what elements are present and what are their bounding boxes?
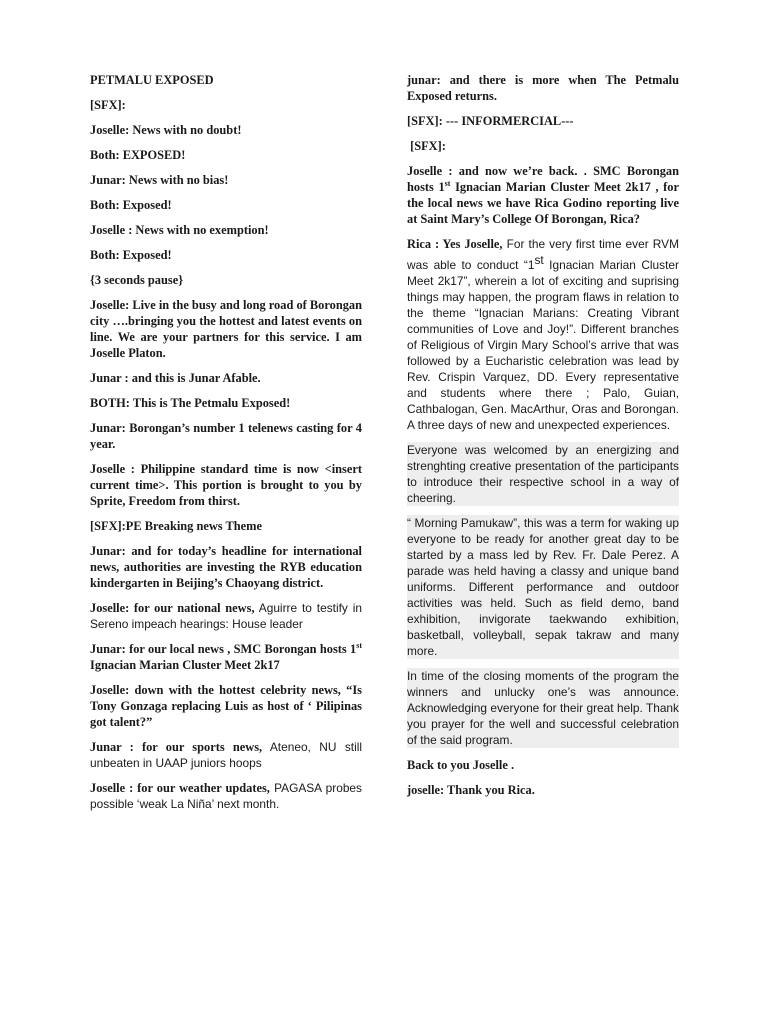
line-text: Joselle : and now we’re back. . SMC Borongan hosts 1 [407, 164, 679, 194]
report-paragraph: “ Morning Pamukaw”, this was a term for waking up everyone to be ready for another great day to be started by a mass led by Rev. Fr. Dale Perez. A parade was held having a classy and unique band uniforms. Different performance and outdoor activities was held. Such as field demo, band exhibition, invigorate taekwando exhibition, basketball, volleyball, sepak takraw and many more. [407, 516, 679, 659]
speaker-cue: Joselle: for our national news, [90, 601, 255, 615]
script-line [90, 739, 362, 771]
sfx-cue: [SFX]: --- INFORMERCIAL--- [407, 114, 574, 128]
news-text: Aguirre to testify in Sereno impeach hearings: House leader [90, 601, 362, 631]
news-text: PAGASA probes possible ‘weak La Niña’ next month. [90, 781, 362, 811]
line-text: Ignacian Marian Cluster Meet 2k17 , for the local news we have Rica Godino reporting live at Saint Mary’s College Of Borongan, Rica? [407, 180, 679, 226]
script-line: Back to you Joselle . [407, 758, 515, 773]
right-column [407, 72, 679, 807]
ordinal-suffix: st [534, 253, 544, 267]
script-line: Joselle : Philippine standard time is now <insert current time>. This portion is brought to you by Sprite, Freedom from thirst. [90, 462, 362, 508]
script-line [90, 641, 362, 673]
script-line: Junar: and for today’s headline for international news, authorities are investing the RYB education kindergarten in Beijing’s Chaoyang district. [90, 544, 362, 590]
line-text: Ignacian Marian Cluster Meet 2k17 [90, 658, 280, 672]
stage-direction: {3 seconds pause} [90, 273, 184, 287]
report-text: For the very first time ever RVM was able to conduct “1 [407, 237, 679, 273]
script-title: PETMALU EXPOSED [90, 73, 214, 87]
ordinal-suffix: st [356, 640, 362, 650]
left-column [90, 72, 362, 821]
script-line: Both: EXPOSED! [90, 148, 186, 162]
script-line: Joselle: Live in the busy and long road of Borongan city ….bringing you the hottest and latest events on line. We are your partners for this service. I am Joselle Platon. [90, 298, 362, 360]
report-paragraph: Everyone was welcomed by an energizing and strenghting creative presentation of the participants to introduce their respective school in a way of cheering. [407, 443, 679, 506]
script-line: joselle: Thank you Rica. [407, 783, 535, 798]
script-line: BOTH: This is The Petmalu Exposed! [90, 396, 291, 410]
script-line: Joselle : News with no exemption! [90, 223, 269, 237]
news-text: Ateneo, NU still unbeaten in UAAP juniors hoops [90, 740, 363, 770]
script-line: Both: Exposed! [90, 198, 172, 212]
speaker-cue: Rica : Yes Joselle, [407, 237, 503, 251]
script-line: Junar: News with no bias! [90, 173, 229, 187]
script-line: Junar: Borongan’s number 1 telenews casting for 4 year. [90, 421, 362, 451]
speaker-cue: Junar : for our sports news, [90, 740, 263, 754]
script-line [407, 163, 679, 227]
sfx-cue: [SFX]: [407, 139, 446, 153]
script-line: Junar : and this is Junar Afable. [90, 371, 261, 385]
report-paragraph [407, 236, 679, 433]
script-line: Both: Exposed! [90, 248, 172, 262]
report-paragraph: In time of the closing moments of the program the winners and unlucky one’s was announce. Acknowledging everyone for their great help. Thank you prayer for the well and successful celebration of the said program. [407, 669, 679, 748]
script-line [90, 780, 362, 812]
speaker-cue: Joselle : for our weather updates, [90, 781, 270, 795]
script-line: Joselle: News with no doubt! [90, 123, 242, 137]
report-text: Ignacian Marian Cluster Meet 2k17”, wherein a lot of exciting and suprising things may happen, the program flaws in relation to the theme “Ignacian Marians: Creating Vibrant communities of Love and Joy!”. Different branches of Religious of Virgin Mary School’s arrive that was followed by a Eucharistic celebration was lead by Rev. Crispin Varquez, DD. Every representative and students where there ; Palo, Guian, Cathbalogan, Gen. MacArthur, Oras and Borongan. A three days of new and unexpected experiences. [407, 258, 679, 433]
script-line [90, 600, 362, 632]
line-text: Junar: for our local news , SMC Borongan hosts 1 [90, 642, 357, 656]
ordinal-suffix: st [444, 178, 451, 188]
sfx-cue: [SFX]: [90, 98, 126, 112]
script-line: junar: and there is more when The Petmalu Exposed returns. [407, 73, 679, 103]
sfx-cue: [SFX]:PE Breaking news Theme [90, 519, 262, 533]
script-line: Joselle: down with the hottest celebrity news, “Is Tony Gonzaga replacing Luis as host of ‘ Pilipinas got talent?” [90, 683, 362, 729]
